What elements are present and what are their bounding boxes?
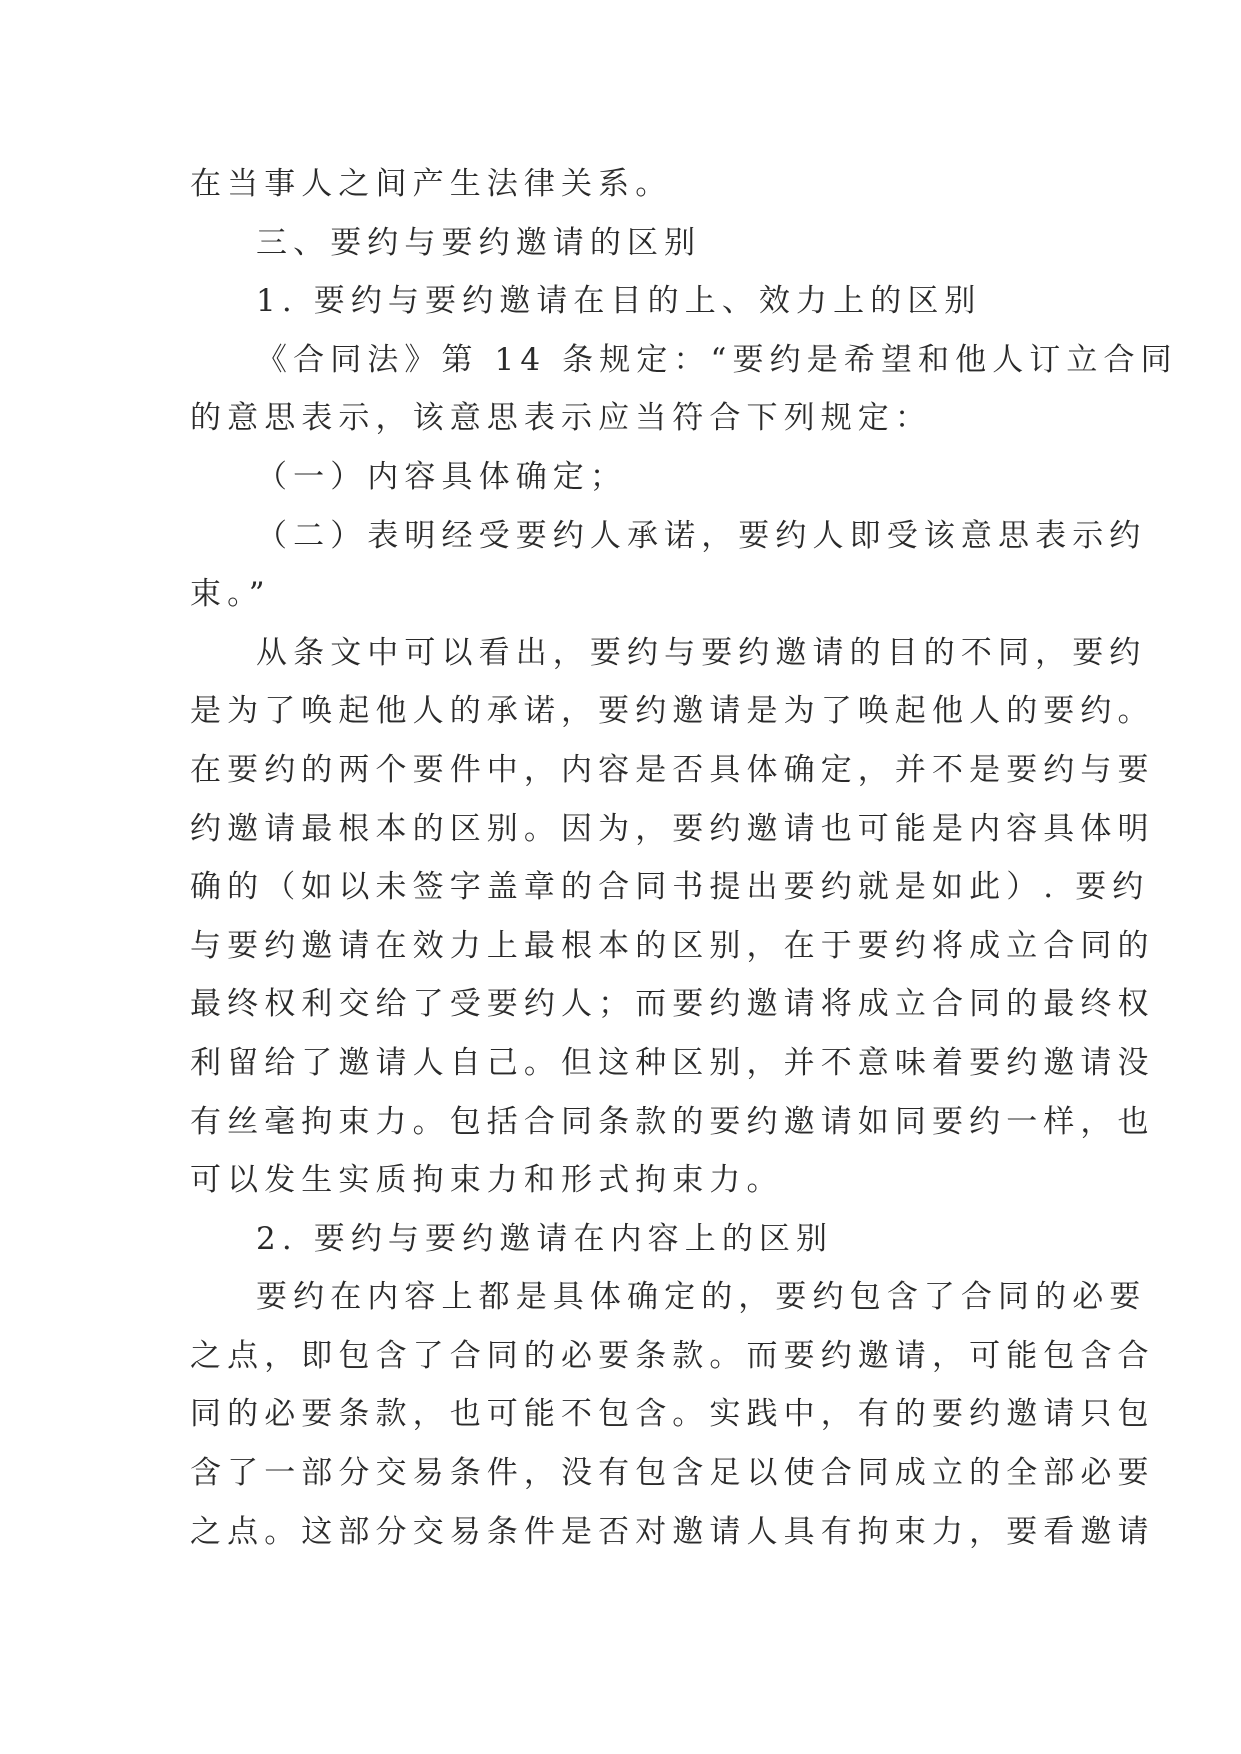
text-line: 《合同法》第 14 条规定：“要约是希望和他人订立合同 xyxy=(256,341,1178,378)
text-line: 从条文中可以看出，要约与要约邀请的目的不同，要约 xyxy=(256,634,1147,671)
text-line: 含了一部分交易条件，没有包含足以使合同成立的全部必要 xyxy=(190,1455,1155,1492)
text-line: 约邀请最根本的区别。因为，要约邀请也可能是内容具体明 xyxy=(190,810,1155,847)
body-text xyxy=(190,155,1178,1561)
text-line: 与要约邀请在效力上最根本的区别，在于要约将成立合同的 xyxy=(190,927,1155,964)
text-line: 要约在内容上都是具体确定的，要约包含了合同的必要 xyxy=(256,1279,1147,1316)
subsection-heading: 1. 要约与要约邀请在目的上、效力上的区别 xyxy=(256,283,982,320)
text-line: 在当事人之间产生法律关系。 xyxy=(190,166,673,202)
text-line: 利留给了邀请人自己。但这种区别，并不意味着要约邀请没 xyxy=(190,1044,1155,1081)
list-item: （一）内容具体确定； xyxy=(256,458,627,495)
text-line: 束。” xyxy=(190,576,271,613)
subsection-heading: 2. 要约与要约邀请在内容上的区别 xyxy=(256,1220,834,1257)
list-item: （二）表明经受要约人承诺，要约人即受该意思表示约 xyxy=(256,517,1147,554)
text-line: 最终权利交给了受要约人；而要约邀请将成立合同的最终权 xyxy=(190,986,1155,1023)
text-line: 可以发生实质拘束力和形式拘束力。 xyxy=(190,1162,784,1199)
section-heading: 三、要约与要约邀请的区别 xyxy=(256,224,702,261)
text-line: 是为了唤起他人的承诺，要约邀请是为了唤起他人的要约。 xyxy=(190,693,1155,730)
text-line: 在要约的两个要件中，内容是否具体确定，并不是要约与要 xyxy=(190,751,1155,788)
text-line: 的意思表示，该意思表示应当符合下列规定： xyxy=(190,400,932,437)
text-line: 之点，即包含了合同的必要条款。而要约邀请，可能包含合 xyxy=(190,1337,1155,1374)
text-line: 有丝毫拘束力。包括合同条款的要约邀请如同要约一样，也 xyxy=(190,1103,1155,1140)
text-line: 确的（如以未签字盖章的合同书提出要约就是如此）. 要约 xyxy=(190,869,1150,906)
text-line: 之点。这部分交易条件是否对邀请人具有拘束力，要看邀请 xyxy=(190,1513,1155,1550)
text-line: 同的必要条款，也可能不包含。实践中，有的要约邀请只包 xyxy=(190,1396,1155,1433)
